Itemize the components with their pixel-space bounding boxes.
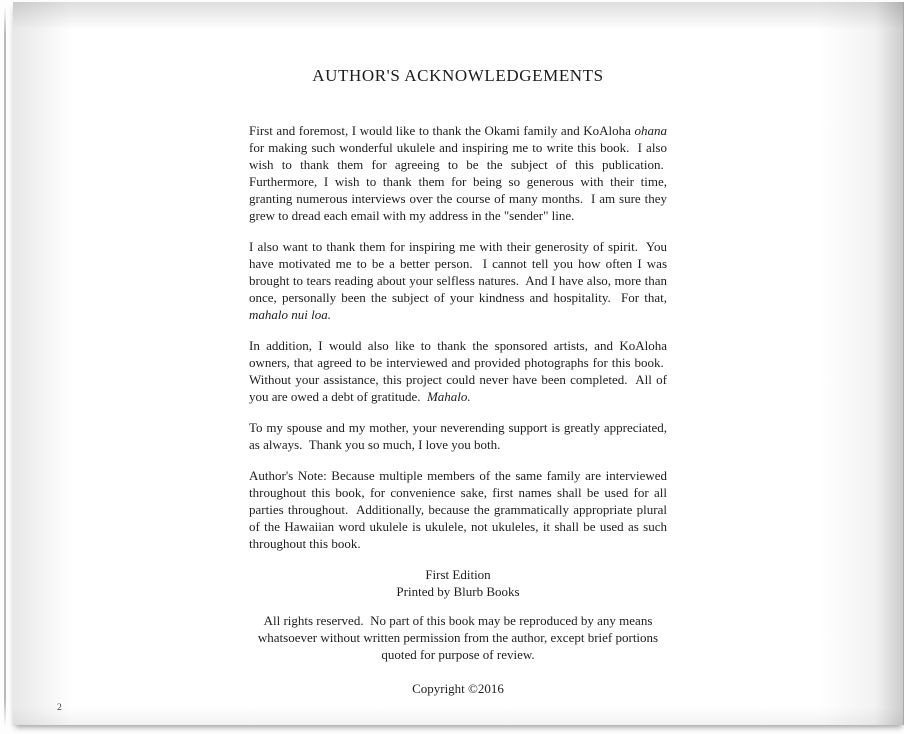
spine-edge-line [4, 6, 6, 727]
book-page [13, 2, 904, 725]
rights-line: quoted for purpose of review. [381, 647, 535, 662]
printer-line: Printed by Blurb Books [396, 584, 520, 599]
body-paragraph: First and foremost, I would like to thank the Okami family and KoAloha ohana for making such wonderful ukulele and inspiring me to write this book. I also wish to thank them for agreeing to be the subject of this publication. Furthermore, I wish to thank them for being so generous with their time, granting numerous interviews over the course of many months. I am sure they grew to dread each email with my address in the "sender" line. [249, 123, 667, 223]
copyright-line: Copyright ©2016 [412, 681, 504, 696]
rights-notice [249, 612, 667, 663]
edition-line: First Edition [425, 567, 491, 582]
body-paragraph: In addition, I would also like to thank the sponsored artists, and KoAloha owners, that agreed to be interviewed and provided photographs for this book. Without your assistance, this project could never have been completed. All of you are owed a debt of gratitude. Mahalo. [249, 338, 667, 404]
body-paragraph: I also want to thank them for inspiring me with their generosity of spirit. You have motivated me to be a better person. I cannot tell you how often I was brought to tears reading about your selfless natures. And I have also, more than once, personally been the subject of your kindness and hospitality. For that, mahalo nui loa. [249, 239, 667, 322]
page-number: 2 [57, 703, 62, 713]
colophon [249, 566, 667, 697]
rights-line: whatsoever without written permission from the author, except brief portions [257, 630, 659, 645]
page-title: AUTHOR'S ACKNOWLEDGEMENTS [312, 66, 604, 85]
body-paragraph: To my spouse and my mother, your neverending support is greatly appreciated, as always. Thank you so much, I love you both. [249, 420, 667, 452]
edition-block [249, 566, 667, 600]
rights-line: All rights reserved. No part of this book may be reproduced by any means [263, 613, 653, 628]
acknowledgements-text [249, 122, 667, 552]
body-paragraph: Author's Note: Because multiple members of the same family are interviewed throughout this book, for convenience sake, first names shall be used for all parties throughout. Additionally, because the grammatically appropriate plural of the Hawaiian word ukulele is ukulele, not ukuleles, it shall be used as such throughout this book. [249, 468, 667, 551]
text-column [249, 122, 667, 697]
